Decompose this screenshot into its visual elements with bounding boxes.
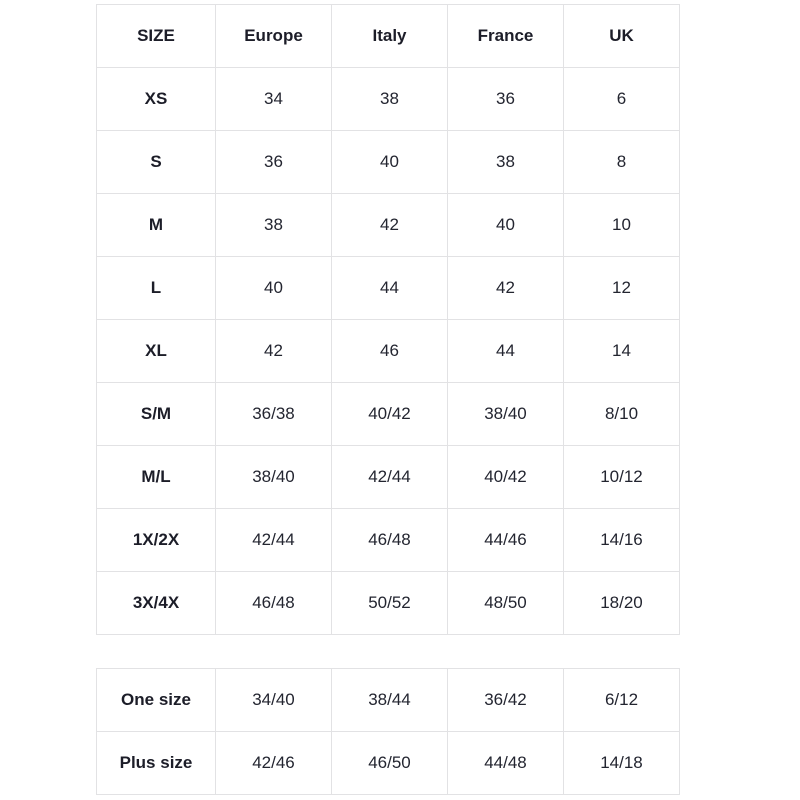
- cell-france: 36: [448, 68, 564, 131]
- table-row: [97, 257, 680, 320]
- cell-france: 44/48: [448, 732, 564, 795]
- cell-europe: 34: [216, 68, 332, 131]
- row-label: S: [97, 131, 216, 194]
- cell-italy: 42/44: [332, 446, 448, 509]
- table-row: [97, 383, 680, 446]
- row-label: 1X/2X: [97, 509, 216, 572]
- cell-italy: 46/48: [332, 509, 448, 572]
- table-row: [97, 669, 680, 732]
- column-header-size: SIZE: [97, 5, 216, 68]
- table-header-row: [97, 5, 680, 68]
- cell-france: 40/42: [448, 446, 564, 509]
- cell-uk: 6/12: [564, 669, 680, 732]
- cell-europe: 42/46: [216, 732, 332, 795]
- cell-uk: 14/18: [564, 732, 680, 795]
- cell-france: 48/50: [448, 572, 564, 635]
- cell-france: 40: [448, 194, 564, 257]
- column-header-uk: UK: [564, 5, 680, 68]
- row-label: XS: [97, 68, 216, 131]
- row-label: M: [97, 194, 216, 257]
- cell-uk: 14/16: [564, 509, 680, 572]
- cell-italy: 44: [332, 257, 448, 320]
- cell-italy: 46: [332, 320, 448, 383]
- table-row: [97, 446, 680, 509]
- row-label-plus-size: Plus size: [97, 732, 216, 795]
- row-label: XL: [97, 320, 216, 383]
- cell-uk: 8: [564, 131, 680, 194]
- table-row: [97, 131, 680, 194]
- row-label: L: [97, 257, 216, 320]
- cell-france: 36/42: [448, 669, 564, 732]
- cell-italy: 38/44: [332, 669, 448, 732]
- cell-uk: 8/10: [564, 383, 680, 446]
- cell-italy: 40/42: [332, 383, 448, 446]
- column-header-italy: Italy: [332, 5, 448, 68]
- cell-italy: 42: [332, 194, 448, 257]
- table-row: [97, 194, 680, 257]
- secondary-size-table-container: [96, 668, 680, 795]
- cell-europe: 34/40: [216, 669, 332, 732]
- table-row: [97, 509, 680, 572]
- table-row: [97, 732, 680, 795]
- cell-uk: 10: [564, 194, 680, 257]
- cell-europe: 40: [216, 257, 332, 320]
- row-label: S/M: [97, 383, 216, 446]
- cell-uk: 10/12: [564, 446, 680, 509]
- cell-uk: 6: [564, 68, 680, 131]
- table-row: [97, 572, 680, 635]
- cell-europe: 36: [216, 131, 332, 194]
- cell-europe: 42/44: [216, 509, 332, 572]
- table-row: [97, 320, 680, 383]
- cell-europe: 36/38: [216, 383, 332, 446]
- column-header-europe: Europe: [216, 5, 332, 68]
- table-row: [97, 68, 680, 131]
- row-label: 3X/4X: [97, 572, 216, 635]
- cell-france: 44/46: [448, 509, 564, 572]
- cell-italy: 50/52: [332, 572, 448, 635]
- cell-france: 44: [448, 320, 564, 383]
- secondary-size-table: [96, 668, 680, 795]
- cell-uk: 12: [564, 257, 680, 320]
- cell-italy: 46/50: [332, 732, 448, 795]
- cell-italy: 38: [332, 68, 448, 131]
- cell-uk: 14: [564, 320, 680, 383]
- secondary-table-body: [97, 669, 680, 795]
- cell-italy: 40: [332, 131, 448, 194]
- cell-france: 42: [448, 257, 564, 320]
- column-header-france: France: [448, 5, 564, 68]
- cell-europe: 38: [216, 194, 332, 257]
- cell-europe: 42: [216, 320, 332, 383]
- cell-france: 38/40: [448, 383, 564, 446]
- cell-uk: 18/20: [564, 572, 680, 635]
- cell-europe: 46/48: [216, 572, 332, 635]
- main-table-body: [97, 68, 680, 635]
- cell-france: 38: [448, 131, 564, 194]
- cell-europe: 38/40: [216, 446, 332, 509]
- main-table-header: [97, 5, 680, 68]
- main-size-table-container: [96, 4, 680, 635]
- row-label-one-size: One size: [97, 669, 216, 732]
- main-size-table: [96, 4, 680, 635]
- row-label: M/L: [97, 446, 216, 509]
